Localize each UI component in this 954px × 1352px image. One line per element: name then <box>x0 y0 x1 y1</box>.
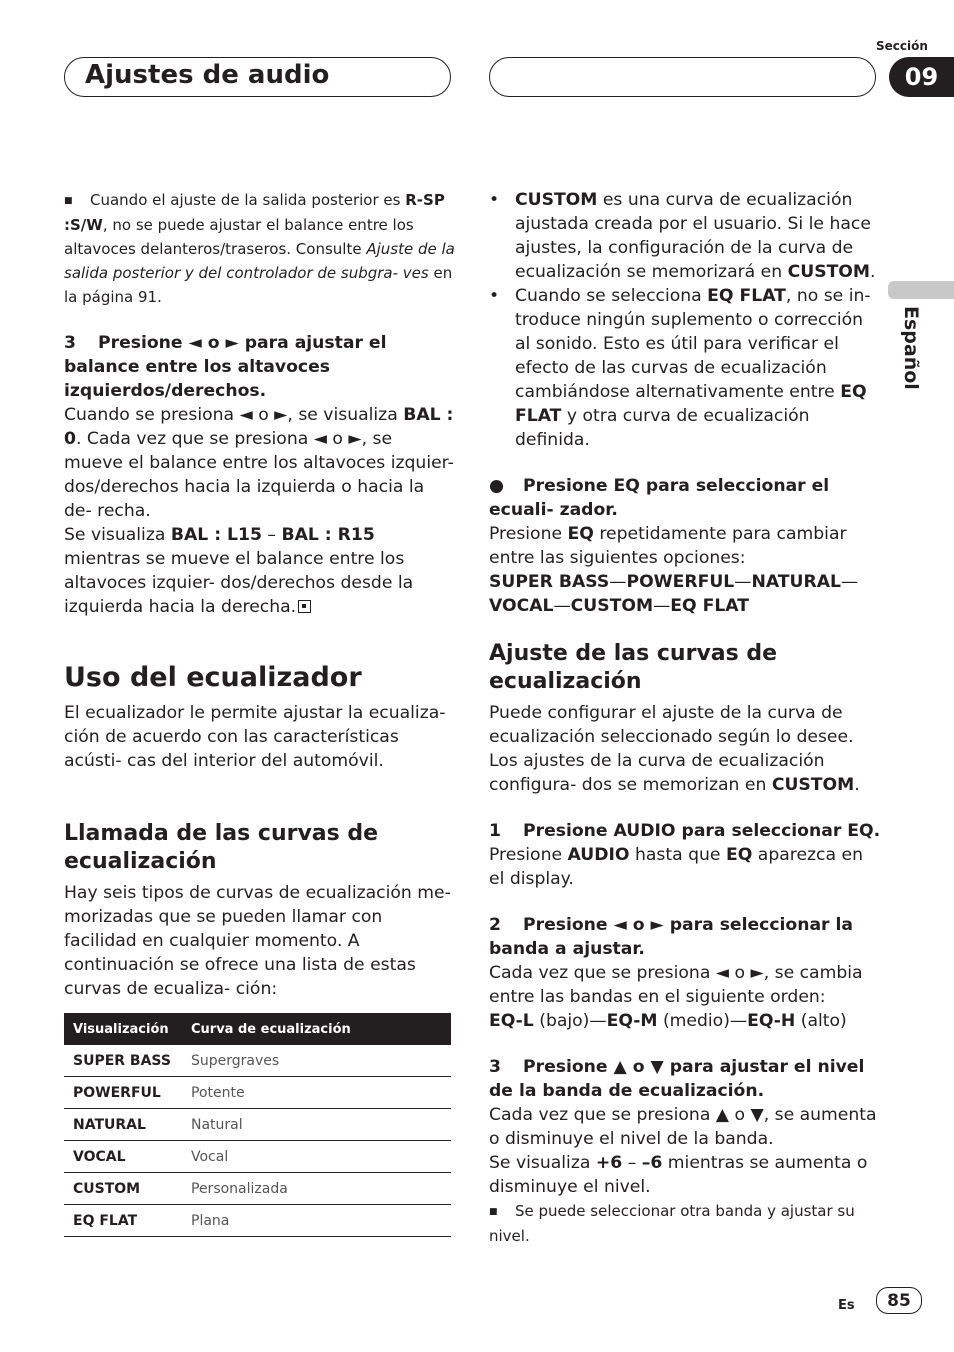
press-eq-title: ● Presione EQ para seleccionar el ecuali- zador. <box>489 476 830 520</box>
eq-flat-bullet <box>489 284 879 452</box>
table-cell-curve: Potente <box>182 1077 451 1109</box>
table-cell-display: SUPER BASS <box>64 1045 182 1077</box>
eq-curves-table <box>64 1013 451 1237</box>
step-3-level-title: 3 Presione ▲ o ▼ para ajustar el nivel de la banda de ecualización. <box>489 1057 865 1101</box>
table-cell-display: NATURAL <box>64 1109 182 1141</box>
end-of-section-icon <box>298 600 311 613</box>
table-row <box>64 1109 451 1141</box>
band-note: ■ Se puede seleccionar otra banda y ajustar su nivel. <box>489 1199 881 1248</box>
right-column-top <box>489 188 879 618</box>
table-cell-display: EQ FLAT <box>64 1205 182 1237</box>
equalizer-intro: El ecualizador le permite ajustar la ecualiza- ción de acuerdo con las características acústi- cas del interior del automóvil. <box>64 703 446 771</box>
table-row <box>64 1205 451 1237</box>
left-column <box>64 188 456 619</box>
step-3-balance-text-2: Se visualiza BAL : L15 – BAL : R15 mientras se mueve el balance entre los altavoces izquier- dos/derechos desde la izquierda hacia la derecha. <box>64 524 414 617</box>
custom-bullet-text: CUSTOM es una curva de ecualización ajustada creada por el usuario. Si le hace ajustes, la configuración de la curva de ecualización se memorizará en CUSTOM. <box>515 190 876 282</box>
table-header-display: Visualización <box>64 1013 182 1045</box>
table-row <box>64 1141 451 1173</box>
bullet-dot-icon: • <box>489 286 500 306</box>
note-bullet-icon: ■ <box>64 195 73 206</box>
bullet-dot-icon: • <box>489 190 500 210</box>
step-3-balance-text-1: Cuando se presiona ◄ o ►, se visualiza BAL : 0. Cada vez que se presiona ◄ o ►, se mueve el balance entre los altavoces izquier- dos/derechos hacia la izquierda o hacia la de- recha. <box>64 404 454 521</box>
step-3-balance-title: 3 Presione ◄ o ► para ajustar el balance entre los altavoces izquierdos/derechos. <box>64 332 387 401</box>
custom-bullet <box>489 188 879 284</box>
table-cell-display: CUSTOM <box>64 1173 182 1205</box>
table-row <box>64 1077 451 1109</box>
table-header-row <box>64 1013 451 1045</box>
step-2-text: Cada vez que se presiona ◄ o ►, se cambia entre las bandas en el siguiente orden: <box>489 963 863 1007</box>
table-cell-curve: Supergraves <box>182 1045 451 1077</box>
table-cell-curve: Vocal <box>182 1141 451 1173</box>
section-number-badge: 09 <box>889 57 954 97</box>
note-bullet-icon: ■ <box>489 1206 498 1217</box>
recall-curves-text: Hay seis tipos de curvas de ecualización me- morizadas que se pueden llamar con facilidad en cualquier momento. A continuación se ofrece una lista de estas curvas de ecualiza- ción: <box>64 883 451 999</box>
language-label: Español <box>900 306 922 390</box>
right-column-bottom <box>489 701 881 1248</box>
step-1-text: Presione AUDIO hasta que EQ aparezca en el display. <box>489 845 863 889</box>
step-2-title: 2 Presione ◄ o ► para seleccionar la banda a ajustar. <box>489 915 853 959</box>
filled-circle-icon: ● <box>489 476 504 496</box>
table-header-curve: Curva de ecualización <box>182 1013 451 1045</box>
page-title: Ajustes de audio <box>85 60 330 90</box>
footer-language-code: Es <box>838 1298 855 1313</box>
equalizer-heading: Uso del ecualizador <box>64 662 362 693</box>
table-cell-curve: Natural <box>182 1109 451 1141</box>
rear-output-note: ■ Cuando el ajuste de la salida posterior es R-SP :S/W, no se puede ajustar el balance entre los altavoces delanteros/traseros. Consulte Ajuste de la salida posterior y del controlador de subgra- ves en la página 91. <box>64 188 456 309</box>
adjust-curves-text: Puede configurar el ajuste de la curva de ecualización seleccionado según lo desee. Los ajustes de la curva de ecualización configura- dos se memorizan en CUSTOM. <box>489 703 860 795</box>
table-cell-display: POWERFUL <box>64 1077 182 1109</box>
table-cell-curve: Personalizada <box>182 1173 451 1205</box>
press-eq-text: Presione EQ repetidamente para cambiar entre las siguientes opciones: <box>489 524 847 568</box>
eq-sequence: SUPER BASS—POWERFUL—NATURAL— VOCAL—CUSTOM—EQ FLAT <box>489 572 859 616</box>
table-cell-display: VOCAL <box>64 1141 182 1173</box>
table-row <box>64 1173 451 1205</box>
step-3-level-text-2: Se visualiza +6 – –6 mientras se aumenta o disminuye el nivel. <box>489 1153 868 1197</box>
band-sequence: EQ-L (bajo)—EQ-M (medio)—EQ-H (alto) <box>489 1011 847 1031</box>
recall-curves-heading: Llamada de las curvas de ecualización <box>64 821 379 874</box>
step-3-level-text-1: Cada vez que se presiona ▲ o ▼, se aumenta o disminuye el nivel de la banda. <box>489 1105 877 1149</box>
section-label: Sección <box>876 39 928 53</box>
table-cell-curve: Plana <box>182 1205 451 1237</box>
page-number: 85 <box>876 1287 922 1314</box>
adjust-curves-heading: Ajuste de las curvas de ecualización <box>489 641 778 694</box>
step-1-title: 1 Presione AUDIO para seleccionar EQ. <box>489 821 881 841</box>
header-blank-frame <box>489 57 876 97</box>
table-row <box>64 1045 451 1077</box>
eq-flat-bullet-text: Cuando se selecciona EQ FLAT, no se in- troduce ningún suplemento o corrección al sonido. Esto es útil para verificar el efecto de las curvas de ecualización cambiándose alternativamente entre EQ FLAT y otra curva de ecualización definida. <box>515 286 871 450</box>
language-tab <box>888 281 954 299</box>
